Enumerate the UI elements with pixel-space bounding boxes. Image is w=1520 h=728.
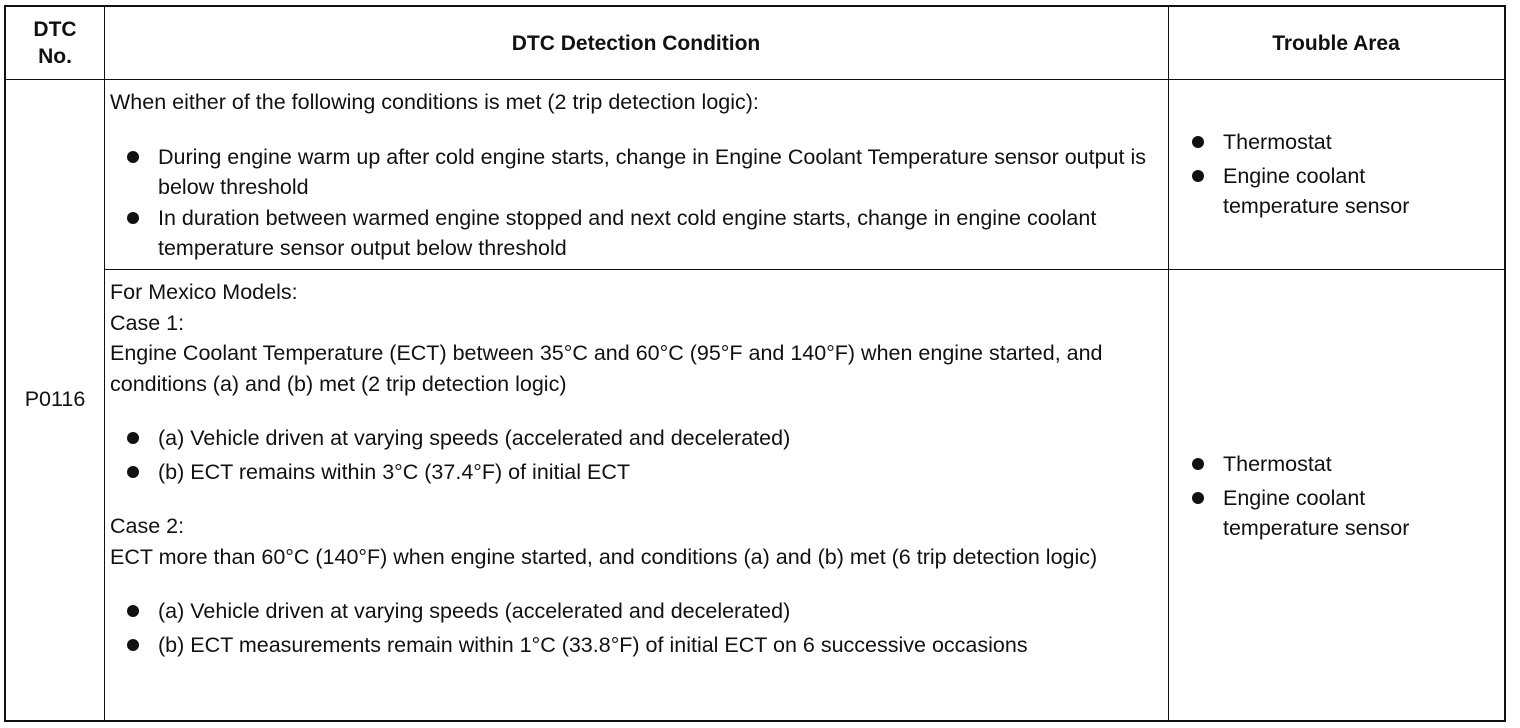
list-item: During engine warm up after cold engine starts, change in Engine Coolant Temperature sensor output is below threshold: [110, 142, 1160, 203]
row2-condition: [110, 277, 1165, 660]
case2-text: ECT more than 60°C (140°F) when engine started, and conditions (a) and (b) met (6 trip detection logic): [110, 544, 1098, 569]
header-divider: [6, 79, 1504, 80]
column-divider: [1168, 7, 1169, 720]
header-dtc-no: DTC No.: [33, 18, 77, 68]
header-detection-condition: DTC Detection Condition: [511, 31, 761, 55]
list-item: In duration between warmed engine stopped and next cold engine starts, change in engine coolant temperature sensor output below threshold: [110, 203, 1160, 264]
list-item: (a) Vehicle driven at varying speeds (accelerated and decelerated): [110, 423, 1165, 454]
row1-intro: When either of the following conditions is met (2 trip detection logic):: [110, 90, 759, 114]
bullet-icon: [127, 466, 139, 478]
bullet-icon: [127, 432, 139, 444]
dtc-code: P0116: [24, 387, 86, 412]
dtc-table: [4, 5, 1506, 722]
header-trouble-area: Trouble Area: [1272, 31, 1400, 55]
bullet-icon: [127, 151, 139, 163]
list-item: (b) ECT remains within 3°C (37.4°F) of initial ECT: [110, 457, 1165, 488]
list-item: Engine coolant temperature sensor: [1168, 483, 1468, 544]
bullet-icon: [127, 212, 139, 224]
bullet-icon: [127, 639, 139, 651]
bullet-icon: [1192, 136, 1204, 148]
bullet-icon: [1192, 458, 1204, 470]
row1-trouble-area: [1168, 127, 1468, 222]
bullet-icon: [1192, 492, 1204, 504]
row2-trouble-area: [1168, 449, 1468, 544]
column-divider: [104, 7, 105, 720]
case2-label: Case 2:: [110, 514, 185, 538]
row1-condition: [110, 87, 1160, 264]
row-divider: [104, 269, 1504, 270]
bullet-icon: [1192, 170, 1204, 182]
list-item: (b) ECT measurements remain within 1°C (33.8°F) of initial ECT on 6 successive occasions: [110, 630, 1165, 661]
list-item: Thermostat: [1168, 449, 1468, 480]
list-item: Engine coolant temperature sensor: [1168, 161, 1468, 222]
case1-label: Case 1:: [110, 310, 185, 335]
case1-text: Engine Coolant Temperature (ECT) between 35°C and 60°C (95°F and 140°F) when engine started, and conditions (a) and (b) met (2 trip detection logic): [110, 341, 1103, 396]
list-item: Thermostat: [1168, 127, 1468, 158]
list-item: (a) Vehicle driven at varying speeds (accelerated and decelerated): [110, 596, 1165, 627]
bullet-icon: [127, 605, 139, 617]
row2-heading: For Mexico Models:: [110, 280, 298, 304]
